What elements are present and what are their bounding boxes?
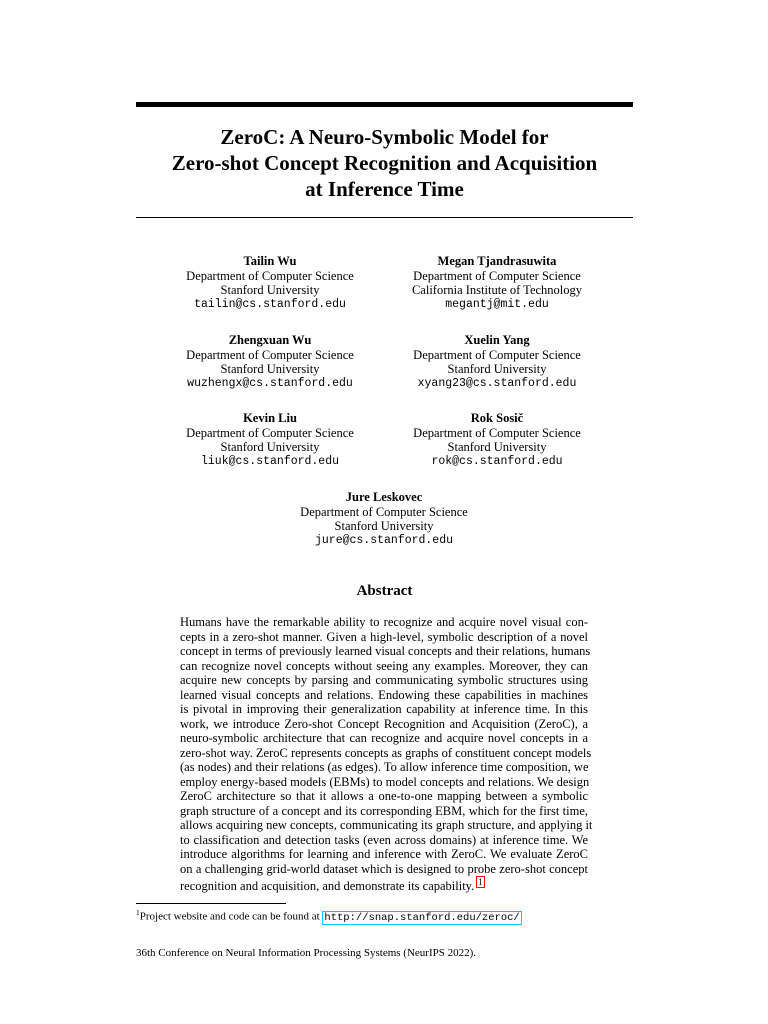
author-inst: California Institute of Technology xyxy=(411,283,583,297)
footnote-rule xyxy=(136,903,286,904)
abstract-line: concept in terms of previously learned visual concepts and their relations, humans xyxy=(180,644,591,658)
author-name: Xuelin Yang xyxy=(464,333,530,347)
title-line: ZeroC: A Neuro-Symbolic Model for xyxy=(220,125,549,149)
title-bottom-rule xyxy=(136,217,633,218)
abstract-line: allows acquiring new concepts, communicating its graph structure, and applying it xyxy=(180,818,593,832)
author-inst: Stanford University xyxy=(447,440,547,454)
abstract-line: Humans have the remarkable ability to recognize and acquire novel visual con- xyxy=(180,615,588,629)
abstract-line: zero-shot way. ZeroC represents concepts as graphs of constituent concept models xyxy=(180,745,592,760)
author-dept: Department of Computer Science xyxy=(413,268,581,283)
author-name: Tailin Wu xyxy=(243,254,297,268)
abstract-line: cepts in a zero-shot manner. Given a high-level, symbolic description of a novel xyxy=(180,629,588,644)
author-email[interactable]: liuk@cs.stanford.edu xyxy=(200,454,340,468)
footnote-link[interactable]: 1 xyxy=(478,877,483,887)
author-name: Jure Leskovec xyxy=(345,490,423,504)
author-block-zhengxuan-wu xyxy=(150,333,390,391)
author-dept: Department of Computer Science xyxy=(186,425,354,440)
author-dept: Department of Computer Science xyxy=(186,347,354,362)
project-url-link[interactable]: http://snap.stanford.edu/zeroc/ xyxy=(324,911,520,924)
author-inst: Stanford University xyxy=(220,440,320,454)
abstract-heading: Abstract xyxy=(356,583,413,599)
abstract-line: work, we introduce Zero-shot Concept Recognition and Acquisition (ZeroC), a xyxy=(180,716,588,731)
author-inst: Stanford University xyxy=(220,283,320,297)
abstract-line: employ energy-based models (EBMs) to model concepts and relations. We design xyxy=(180,774,590,789)
author-name: Rok Sosič xyxy=(470,411,524,425)
abstract-line: is pivotal in improving their generalization capability at inference time. In this xyxy=(180,702,588,716)
author-inst: Stanford University xyxy=(334,519,434,533)
abstract-line-text: recognition and acquisition, and demonstrate its capability. xyxy=(180,879,475,894)
abstract-line: graph structure of a concept and its corresponding EBM, which for the first time, xyxy=(180,803,588,818)
abstract-line: on a challenging grid-world dataset which is designed to probe zero-shot concept xyxy=(180,861,588,876)
abstract-line: neuro-symbolic architecture that can recognize and acquire novel concepts in a xyxy=(180,731,588,745)
author-inst: Stanford University xyxy=(220,362,320,376)
author-email[interactable]: tailin@cs.stanford.edu xyxy=(194,297,346,311)
author-dept: Department of Computer Science xyxy=(413,425,581,440)
author-block-rok-sosic xyxy=(377,411,617,469)
footnote-text: Project website and code can be found at xyxy=(139,910,320,923)
abstract-line: ZeroC architecture so that it allows a one-to-one mapping between a symbolic xyxy=(180,789,588,803)
author-name: Zhengxuan Wu xyxy=(228,333,312,347)
author-name: Kevin Liu xyxy=(243,411,297,425)
title-line: at Inference Time xyxy=(305,177,464,201)
author-block-jure-leskovec xyxy=(264,490,504,548)
author-dept: Department of Computer Science xyxy=(413,347,581,362)
footnote xyxy=(136,905,522,926)
paper-title xyxy=(136,124,633,202)
author-block-xuelin-yang xyxy=(377,333,617,391)
author-email[interactable]: rok@cs.stanford.edu xyxy=(431,454,563,468)
title-line: Zero-shot Concept Recognition and Acquisition xyxy=(171,151,598,175)
author-email[interactable]: jure@cs.stanford.edu xyxy=(314,533,454,547)
abstract-last-line xyxy=(180,876,588,894)
footnote-mark: 1 xyxy=(136,908,140,917)
author-email[interactable]: megantj@mit.edu xyxy=(445,297,549,311)
author-block-tailin-wu xyxy=(150,254,390,312)
author-block-kevin-liu xyxy=(150,411,390,469)
abstract-line: learned visual concepts and relations. Endowing these capabilities in machines xyxy=(180,687,588,702)
abstract-line: to classification and detection tasks (even across domains) at inference time. We xyxy=(180,832,588,847)
top-rule xyxy=(136,102,633,107)
abstract-line: acquire new concepts by parsing and communicating symbolic structures using xyxy=(180,673,588,687)
author-dept: Department of Computer Science xyxy=(300,504,468,519)
author-email[interactable]: xyang23@cs.stanford.edu xyxy=(417,376,577,390)
abstract-body xyxy=(180,615,593,894)
author-dept: Department of Computer Science xyxy=(186,268,354,283)
venue-note: 36th Conference on Neural Information Processing Systems (NeurIPS 2022). xyxy=(136,947,477,959)
author-block-megan-tjandrasuwita xyxy=(377,254,617,312)
abstract-line: (as nodes) and their relations (as edges). To allow inference time composition, we xyxy=(180,760,589,774)
author-name: Megan Tjandrasuwita xyxy=(437,254,557,268)
author-email[interactable]: wuzhengx@cs.stanford.edu xyxy=(187,376,353,390)
abstract-line: can recognize novel concepts without seeing any examples. Moreover, they can xyxy=(180,658,588,673)
abstract-line: introduce algorithms for learning and inference with ZeroC. We evaluate ZeroC xyxy=(180,847,588,861)
author-inst: Stanford University xyxy=(447,362,547,376)
